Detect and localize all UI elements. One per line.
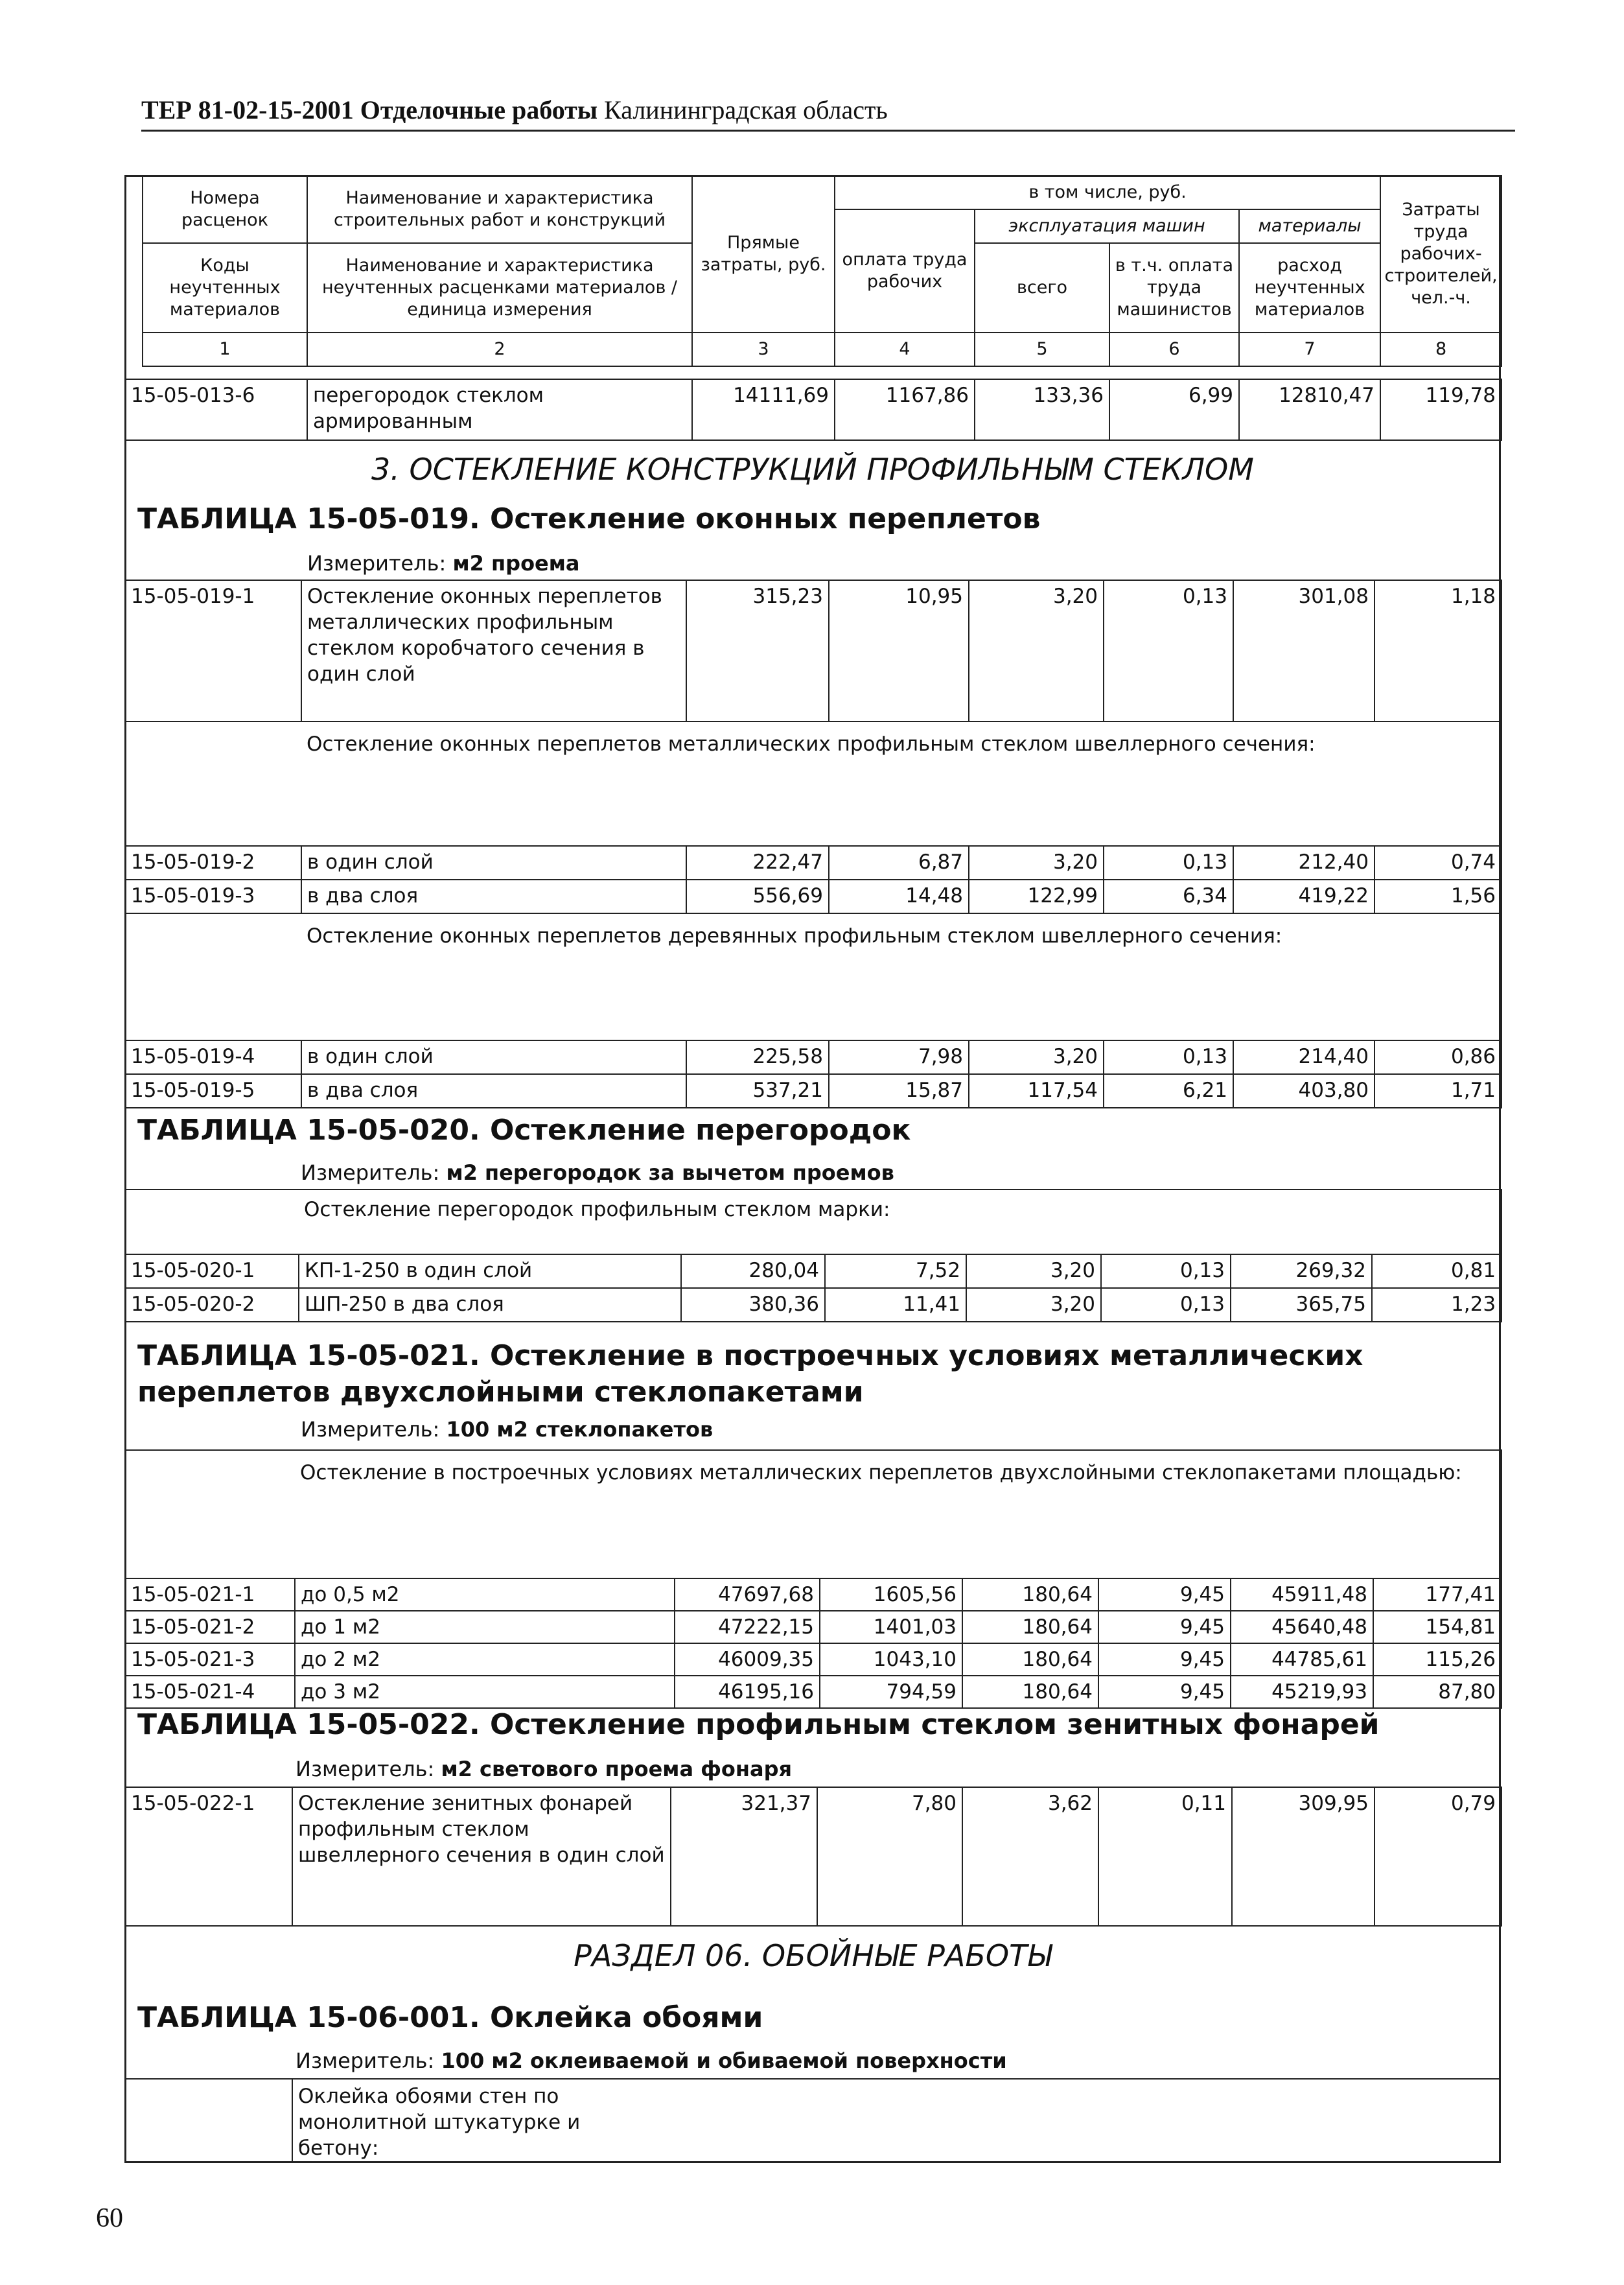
meter-value: 100 м2 оклеиваемой и обиваемой поверхности xyxy=(441,2048,1007,2073)
materials: 12810,47 xyxy=(1239,379,1380,440)
operator-pay: 9,45 xyxy=(1098,1611,1231,1643)
table-meter xyxy=(296,1757,792,1781)
meter-label: Измеритель: xyxy=(296,1757,435,1781)
labor-hours: 1,18 xyxy=(1375,580,1502,721)
direct-costs: 537,21 xyxy=(686,1074,829,1108)
machine-total: 3,20 xyxy=(966,1254,1101,1288)
machine-total: 180,64 xyxy=(962,1643,1098,1676)
labor-hours: 0,74 xyxy=(1375,846,1502,880)
rate-name: до 3 м2 xyxy=(295,1676,675,1708)
materials: 45640,48 xyxy=(1231,1611,1373,1643)
meter-value: м2 перегородок за вычетом проемов xyxy=(446,1160,894,1185)
meter-value: м2 проема xyxy=(452,551,580,576)
group-row xyxy=(125,1189,1502,1254)
page-number: 60 xyxy=(96,2203,123,2233)
group-caption: Остекление в построечных условиях металлических переплетов двухслойными стеклопакетами площадью: xyxy=(295,1450,1502,1578)
meter-value: м2 светового проема фонаря xyxy=(441,1757,793,1781)
table-row xyxy=(125,1578,1502,1611)
col-num-5: 5 xyxy=(975,333,1109,366)
column-rule xyxy=(292,2078,293,2163)
materials: 214,40 xyxy=(1233,1040,1375,1074)
table-row xyxy=(125,1643,1502,1676)
worker-pay: 15,87 xyxy=(829,1074,969,1108)
rate-table-013 xyxy=(124,379,1502,441)
group-row xyxy=(125,721,1502,846)
worker-pay: 1043,10 xyxy=(820,1643,962,1676)
rate-code: 15-05-022-1 xyxy=(125,1787,292,1926)
col-num-4: 4 xyxy=(835,333,975,366)
machine-total: 180,64 xyxy=(962,1611,1098,1643)
rate-name: до 1 м2 xyxy=(295,1611,675,1643)
labor-hours: 119,78 xyxy=(1380,379,1502,440)
machine-total: 180,64 xyxy=(962,1676,1098,1708)
operator-pay: 0,11 xyxy=(1098,1787,1232,1926)
worker-pay: 6,87 xyxy=(829,846,969,880)
col-num-2: 2 xyxy=(307,333,692,366)
table-meter xyxy=(307,551,580,576)
rate-name: до 0,5 м2 xyxy=(295,1578,675,1611)
rate-code: 15-05-020-1 xyxy=(125,1254,299,1288)
operator-pay: 9,45 xyxy=(1098,1676,1231,1708)
table-row xyxy=(125,1611,1502,1643)
table-title: ТАБЛИЦА 15-05-020. Остекление перегородок xyxy=(137,1114,911,1147)
direct-costs: 556,69 xyxy=(686,880,829,913)
header-name-bottom: Наименование и характеристика неучтенных расценками материалов / единица измерения xyxy=(307,243,692,333)
table-row xyxy=(125,1787,1502,1926)
rate-code: 15-05-019-4 xyxy=(125,1040,301,1074)
rate-code: 15-05-021-4 xyxy=(125,1676,295,1708)
direct-costs: 380,36 xyxy=(681,1288,825,1322)
direct-costs: 46009,35 xyxy=(675,1643,820,1676)
machine-total: 117,54 xyxy=(969,1074,1104,1108)
rate-name: в один слой xyxy=(301,1040,686,1074)
col-num-1: 1 xyxy=(143,333,307,366)
table-title: ТАБЛИЦА 15-05-022. Остекление профильным стеклом зенитных фонарей xyxy=(137,1708,1380,1741)
operator-pay: 0,13 xyxy=(1101,1254,1231,1288)
worker-pay: 794,59 xyxy=(820,1676,962,1708)
table-title: ТАБЛИЦА 15-05-019. Остекление оконных переплетов xyxy=(137,502,1041,535)
machine-total: 3,20 xyxy=(969,580,1104,721)
rate-name: до 2 м2 xyxy=(295,1643,675,1676)
operator-pay: 9,45 xyxy=(1098,1643,1231,1676)
table-meter xyxy=(296,2048,1007,2073)
table-title: ТАБЛИЦА 15-06-001. Оклейка обоями xyxy=(137,2001,763,2034)
group-caption: Остекление перегородок профильным стеклом марки: xyxy=(299,1189,1502,1254)
operator-pay: 6,21 xyxy=(1104,1074,1233,1108)
header-col-numbers xyxy=(143,333,1502,366)
materials: 301,08 xyxy=(1233,580,1375,721)
doc-region: Калининградская область xyxy=(604,95,888,124)
materials: 403,80 xyxy=(1233,1074,1375,1108)
table-rule xyxy=(124,2078,1501,2080)
labor-hours: 1,23 xyxy=(1372,1288,1502,1322)
direct-costs: 315,23 xyxy=(686,580,829,721)
rate-code: 15-05-021-1 xyxy=(125,1578,295,1611)
direct-costs: 47222,15 xyxy=(675,1611,820,1643)
group-caption: Остекление оконных переплетов металлических профильным стеклом швеллерного сечения: xyxy=(301,721,1502,846)
header-operator-pay: в т.ч. оплата труда машинистов xyxy=(1109,243,1239,333)
table-row xyxy=(125,379,1502,440)
table-header xyxy=(142,175,1502,367)
meter-label: Измеритель: xyxy=(296,2048,435,2073)
machine-total: 133,36 xyxy=(975,379,1109,440)
meter-label: Измеритель: xyxy=(301,1160,440,1185)
labor-hours: 0,79 xyxy=(1375,1787,1502,1926)
rate-code: 15-05-019-5 xyxy=(125,1074,301,1108)
worker-pay: 1605,56 xyxy=(820,1578,962,1611)
labor-hours: 87,80 xyxy=(1373,1676,1502,1708)
group-row xyxy=(125,913,1502,1040)
rate-code: 15-05-019-2 xyxy=(125,846,301,880)
materials: 309,95 xyxy=(1232,1787,1375,1926)
rate-code: 15-05-019-3 xyxy=(125,880,301,913)
header-codes-top: Номера расценок xyxy=(143,176,307,243)
section-title: РАЗДЕЛ 06. ОБОЙНЫЕ РАБОТЫ xyxy=(574,1938,1052,1973)
header-material-use: расход неучтенных материалов xyxy=(1239,243,1380,333)
rate-name: в один слой xyxy=(301,846,686,880)
machine-total: 3,20 xyxy=(969,846,1104,880)
rate-name: КП-1-250 в один слой xyxy=(299,1254,681,1288)
worker-pay: 7,80 xyxy=(817,1787,962,1926)
header-machine-total: всего xyxy=(975,243,1109,333)
col-num-7: 7 xyxy=(1239,333,1380,366)
labor-hours: 1,71 xyxy=(1375,1074,1502,1108)
meter-label: Измеритель: xyxy=(307,551,447,576)
group-caption: Остекление оконных переплетов деревянных профильным стеклом швеллерного сечения: xyxy=(301,913,1502,1040)
worker-pay: 1167,86 xyxy=(835,379,975,440)
worker-pay: 7,52 xyxy=(825,1254,966,1288)
materials: 44785,61 xyxy=(1231,1643,1373,1676)
operator-pay: 0,13 xyxy=(1104,580,1233,721)
materials: 419,22 xyxy=(1233,880,1375,913)
direct-costs: 46195,16 xyxy=(675,1676,820,1708)
machine-total: 122,99 xyxy=(969,880,1104,913)
operator-pay: 0,13 xyxy=(1104,846,1233,880)
section-title: 3. ОСТЕКЛЕНИЕ КОНСТРУКЦИЙ ПРОФИЛЬНЫМ СТЕКЛОМ xyxy=(371,452,1254,487)
materials: 365,75 xyxy=(1231,1288,1372,1322)
rate-name: Остекление оконных переплетов металлических профильным стеклом коробчатого сечения в один слой xyxy=(301,580,686,721)
labor-hours: 154,81 xyxy=(1373,1611,1502,1643)
operator-pay: 0,13 xyxy=(1104,1040,1233,1074)
rate-name: в два слоя xyxy=(301,1074,686,1108)
header-materials: материалы xyxy=(1239,209,1380,243)
worker-pay: 7,98 xyxy=(829,1040,969,1074)
header-machines: эксплуатация машин xyxy=(975,209,1239,243)
direct-costs: 222,47 xyxy=(686,846,829,880)
rate-code: 15-05-020-2 xyxy=(125,1288,299,1322)
table-row xyxy=(125,1254,1502,1288)
group-caption: Оклейка обоями стен по монолитной штукатурке и бетону: xyxy=(298,2085,581,2160)
rate-name: ШП-250 в два слоя xyxy=(299,1288,681,1322)
labor-hours: 115,26 xyxy=(1373,1643,1502,1676)
direct-costs: 321,37 xyxy=(671,1787,817,1926)
col-num-3: 3 xyxy=(692,333,835,366)
table-row xyxy=(125,1040,1502,1074)
rate-table-020 xyxy=(124,1189,1502,1322)
direct-costs: 225,58 xyxy=(686,1040,829,1074)
direct-costs: 280,04 xyxy=(681,1254,825,1288)
worker-pay: 11,41 xyxy=(825,1288,966,1322)
running-head xyxy=(141,95,1515,125)
materials: 45911,48 xyxy=(1231,1578,1373,1611)
materials: 45219,93 xyxy=(1231,1676,1373,1708)
machine-total: 3,20 xyxy=(966,1288,1101,1322)
operator-pay: 9,45 xyxy=(1098,1578,1231,1611)
rate-table-022 xyxy=(124,1787,1502,1927)
operator-pay: 0,13 xyxy=(1101,1288,1231,1322)
rate-name: перегородок стеклом армированным xyxy=(307,379,692,440)
direct-costs: 14111,69 xyxy=(692,379,835,440)
table-row xyxy=(125,880,1502,913)
labor-hours: 1,56 xyxy=(1375,880,1502,913)
direct-costs: 47697,68 xyxy=(675,1578,820,1611)
header-direct-costs: Прямые затраты, руб. xyxy=(692,176,835,333)
rate-name: Остекление зенитных фонарей профильным стеклом швеллерного сечения в один слой xyxy=(292,1787,671,1926)
header-worker-pay: оплата труда рабочих xyxy=(835,209,975,333)
running-head-rule xyxy=(141,130,1515,132)
operator-pay: 6,34 xyxy=(1104,880,1233,913)
machine-total: 180,64 xyxy=(962,1578,1098,1611)
materials: 212,40 xyxy=(1233,846,1375,880)
labor-hours: 0,86 xyxy=(1375,1040,1502,1074)
table-row xyxy=(125,1074,1502,1108)
operator-pay: 6,99 xyxy=(1109,379,1239,440)
doc-code: ТЕР 81-02-15-2001 xyxy=(141,95,354,124)
table-title: ТАБЛИЦА 15-05-021. Остекление в построечных условиях металлических переплетов двухслойными стеклопакетами xyxy=(137,1339,1363,1409)
rate-table-019 xyxy=(124,580,1502,1108)
table-row xyxy=(125,1676,1502,1708)
rate-name: в два слоя xyxy=(301,880,686,913)
table-row xyxy=(125,580,1502,721)
rate-code: 15-05-021-3 xyxy=(125,1643,295,1676)
worker-pay: 1401,03 xyxy=(820,1611,962,1643)
doc-title: Отделочные работы xyxy=(360,95,598,124)
labor-hours: 0,81 xyxy=(1372,1254,1502,1288)
group-row xyxy=(125,1450,1502,1578)
header-labor: Затраты труда рабочих-строителей, чел.-ч. xyxy=(1380,176,1502,333)
materials: 269,32 xyxy=(1231,1254,1372,1288)
worker-pay: 14,48 xyxy=(829,880,969,913)
header-including: в том числе, руб. xyxy=(835,176,1380,209)
table-row xyxy=(125,1288,1502,1322)
labor-hours: 177,41 xyxy=(1373,1578,1502,1611)
rate-table-021 xyxy=(124,1449,1502,1709)
machine-total: 3,62 xyxy=(962,1787,1098,1926)
rate-code: 15-05-013-6 xyxy=(125,379,307,440)
meter-value: 100 м2 стеклопакетов xyxy=(446,1417,713,1442)
meter-label: Измеритель: xyxy=(301,1417,440,1442)
col-num-6: 6 xyxy=(1109,333,1239,366)
header-codes-bottom: Коды неучтенных материалов xyxy=(143,243,307,333)
table-meter xyxy=(301,1417,713,1442)
machine-total: 3,20 xyxy=(969,1040,1104,1074)
rate-code: 15-05-021-2 xyxy=(125,1611,295,1643)
rate-code: 15-05-019-1 xyxy=(125,580,301,721)
table-meter xyxy=(301,1160,894,1185)
header-name-top: Наименование и характеристика строительных работ и конструкций xyxy=(307,176,692,243)
table-row xyxy=(125,846,1502,880)
worker-pay: 10,95 xyxy=(829,580,969,721)
col-num-8: 8 xyxy=(1380,333,1502,366)
